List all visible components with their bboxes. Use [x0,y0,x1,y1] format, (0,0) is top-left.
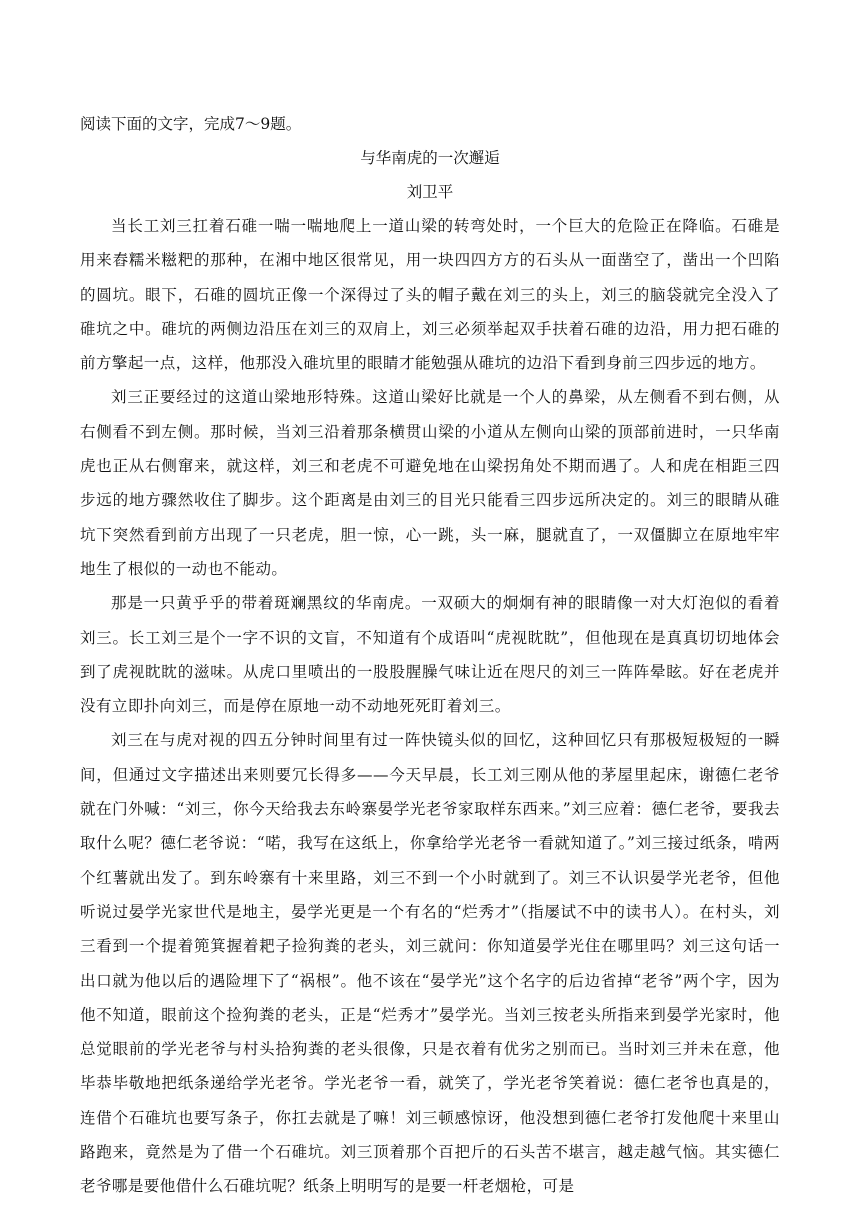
article-paragraph-1: 当长工刘三扛着石碓一喘一喘地爬上一道山梁的转弯处时，一个巨大的危险正在降临。石碓是用来舂糯米糍粑的那种，在湘中地区很常见，用一块四四方方的石头从一面凿空了，凿出一个凹陷的圆坑。眼下，石碓的圆坑正像一个深得过了头的帽子戴在刘三的头上，刘三的脑袋就完全没入了碓坑之中。碓坑的两侧边沿压在刘三的双肩上，刘三必须举起双手扶着石碓的边沿，用力把石碓的前方擎起一点，这样，他那没入碓坑里的眼睛才能勉强从碓坑的边沿下看到身前三四步远的地方。 [80,217,780,373]
article-author: 刘卫平 [406,183,454,201]
article-paragraph-3: 那是一只黄乎乎的带着斑斓黑纹的华南虎。一双硕大的炯炯有神的眼睛像一对大灯泡似的看着刘三。长工刘三是个一字不识的文盲，不知道有个成语叫“虎视眈眈”，但他现在是真真切切地体会到了虎视眈眈的滋味。从虎口里喷出的一股股腥臊气味让近在咫尺的刘三一阵阵晕眩。好在老虎并没有立即扑向刘三，而是停在原地一动不动地死死盯着刘三。 [80,594,780,716]
article-paragraph-4: 刘三在与虎对视的四五分钟时间里有过一阵快镜头似的回忆，这种回忆只有那极短极短的一瞬间，但通过文字描述出来则要冗长得多——今天早晨，长工刘三刚从他的茅屋里起床，谢德仁老爷就在门外喊：“刘三，你今天给我去东岭寨晏学光老爷家取样东西来。”刘三应着：德仁老爷，要我去取什么呢？德仁老爷说：“喏，我写在这纸上，你拿给学光老爷一看就知道了。”刘三接过纸条，啃两个红薯就出发了。到东岭寨有十来里路，刘三不到一个小时就到了。刘三不认识晏学光老爷，但他听说过晏学光家世代是地主，晏学光更是一个有名的“烂秀才”（指屡试不中的读书人）。在村头，刘三看到一个提着篼箕握着耙子捡狗粪的老头，刘三就问：你知道晏学光住在哪里吗？刘三这句话一出口就为他以后的遇险埋下了“祸根”。他不该在“晏学光”这个名字的后边省掉“老爷”两个字，因为他不知道，眼前这个捡狗粪的老头，正是“烂秀才”晏学光。当刘三按老头所指来到晏学光家时，他总觉眼前的学光老爷与村头拾狗粪的老头很像，只是衣着有优劣之别而已。当时刘三并未在意，他毕恭毕敬地把纸条递给学光老爷。学光老爷一看，就笑了，学光老爷笑着说：德仁老爷也真是的，连借个石碓坑也要写条子，你扛去就是了嘛！刘三顿感惊讶，他没想到德仁老爷打发他爬十来里山路跑来，竟然是为了借一个石碓坑。刘三顶着那个百把斤的石头苦不堪言，越走越气恼。其实德仁老爷哪是要他借什么石碓坑呢？纸条上明明写的是要一杆老烟枪，可是 [80,731,780,1196]
article-title: 与华南虎的一次邂逅 [360,149,500,167]
article-paragraph-2: 刘三正要经过的这道山梁地形特殊。这道山梁好比就是一个人的鼻梁，从左侧看不到右侧，从右侧看不到左侧。那时候，当刘三沿着那条横贯山梁的小道从左侧向山梁的顶部前进时，一只华南虎也正从右侧窜来，就这样，刘三和老虎不可避免地在山梁拐角处不期而遇了。人和虎在相距三四步远的地方骤然收住了脚步。这个距离是由刘三的目光只能看三四步远所决定的。刘三的眼睛从碓坑下突然看到前方出现了一只老虎，胆一惊，心一跳，头一麻，腿就直了，一双僵脚立在原地牢牢地生了根似的一动也不能动。 [80,388,780,578]
document-page [80,107,780,1204]
reading-instruction: 阅读下面的文字，完成7～9题。 [80,115,302,133]
